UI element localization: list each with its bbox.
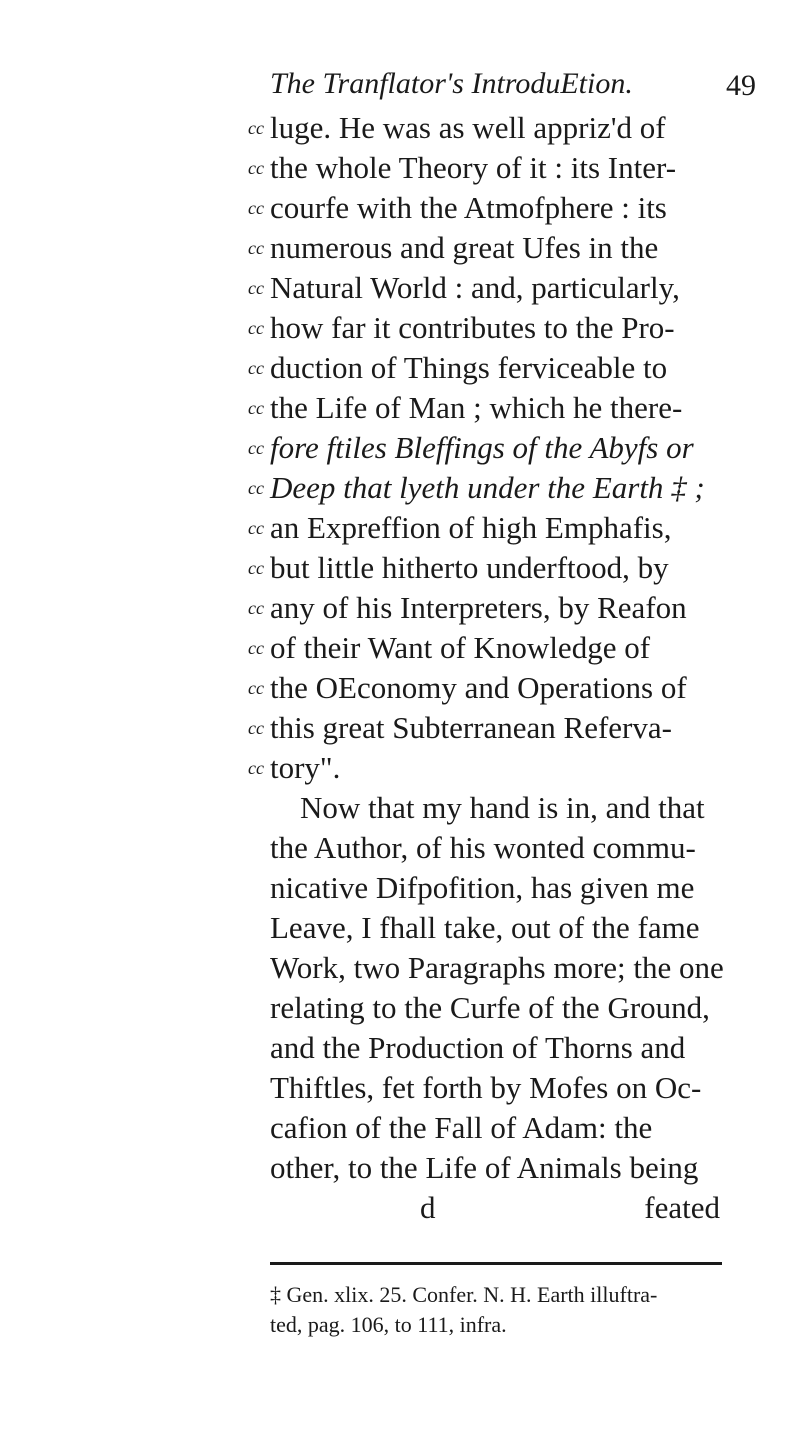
quote-mark: cc (248, 558, 264, 578)
quote-mark: cc (248, 598, 264, 618)
quote-mark: cc (248, 398, 264, 418)
quote-mark: cc (248, 718, 264, 738)
text-line: the whole Theory of it : its Inter- (270, 150, 677, 185)
quote-mark: cc (248, 158, 264, 178)
quote-mark: cc (248, 318, 264, 338)
text-line: duction of Things ferviceable to (270, 350, 668, 385)
text-line: nicative Difpofition, has given me (270, 870, 695, 905)
text-line: cafion of the Fall of Adam: the (270, 1110, 653, 1145)
text-line: Leave, I fhall take, out of the fame (270, 910, 700, 945)
quote-mark: cc (248, 758, 264, 778)
text-line: Thiftles, fet forth by Mofes on Oc- (270, 1070, 702, 1105)
quote-mark: cc (248, 198, 264, 218)
text-line: the Author, of his wonted commu- (270, 830, 696, 865)
text-line: any of his Interpreters, by Reafon (270, 590, 687, 625)
quote-mark: cc (248, 118, 264, 138)
quote-mark: cc (248, 678, 264, 698)
footnote-line: ted, pag. 106, to 111, infra. (270, 1312, 507, 1337)
text-line: the Life of Man ; which he there- (270, 390, 683, 425)
text-line: fore ftiles Bleffings of the Abyfs or (270, 430, 694, 465)
quote-mark: cc (248, 638, 264, 658)
text-line: Natural World : and, particularly, (270, 270, 680, 305)
signature-mark: d (420, 1190, 436, 1225)
page-number: 49 (726, 69, 756, 102)
text-line: but little hitherto underftood, by (270, 550, 669, 585)
text-line: courfe with the Atmofphere : its (270, 190, 667, 225)
quote-mark: cc (248, 238, 264, 258)
text-line: numerous and great Ufes in the (270, 230, 659, 265)
text-line: luge. He was as well appriz'd of (270, 110, 666, 145)
text-line: tory". (270, 750, 341, 785)
text-line: this great Subterranean Referva- (270, 710, 672, 745)
quote-mark: cc (248, 478, 264, 498)
quote-mark: cc (248, 278, 264, 298)
footnote-line: ‡ Gen. xlix. 25. Confer. N. H. Earth illuftra- (270, 1282, 658, 1307)
text-line: and the Production of Thorns and (270, 1030, 686, 1065)
text-line: how far it contributes to the Pro- (270, 310, 675, 345)
text-line: relating to the Curfe of the Ground, (270, 990, 710, 1025)
text-line: the OEconomy and Operations of (270, 670, 687, 705)
quote-mark: cc (248, 358, 264, 378)
quote-mark: cc (248, 518, 264, 538)
text-line: Deep that lyeth under the Earth ‡ ; (270, 470, 705, 505)
text-line: other, to the Life of Animals being (270, 1150, 699, 1185)
running-title: The Tranflator's IntroduEtion. (270, 67, 633, 100)
text-line: of their Want of Knowledge of (270, 630, 651, 665)
text-line: Work, two Paragraphs more; the one (270, 950, 724, 985)
catchword: feated (644, 1190, 720, 1225)
text-line: Now that my hand is in, and that (300, 790, 705, 825)
quote-mark: cc (248, 438, 264, 458)
text-line: an Expreffion of high Emphafis, (270, 510, 672, 545)
footnote-rule (270, 1262, 722, 1265)
